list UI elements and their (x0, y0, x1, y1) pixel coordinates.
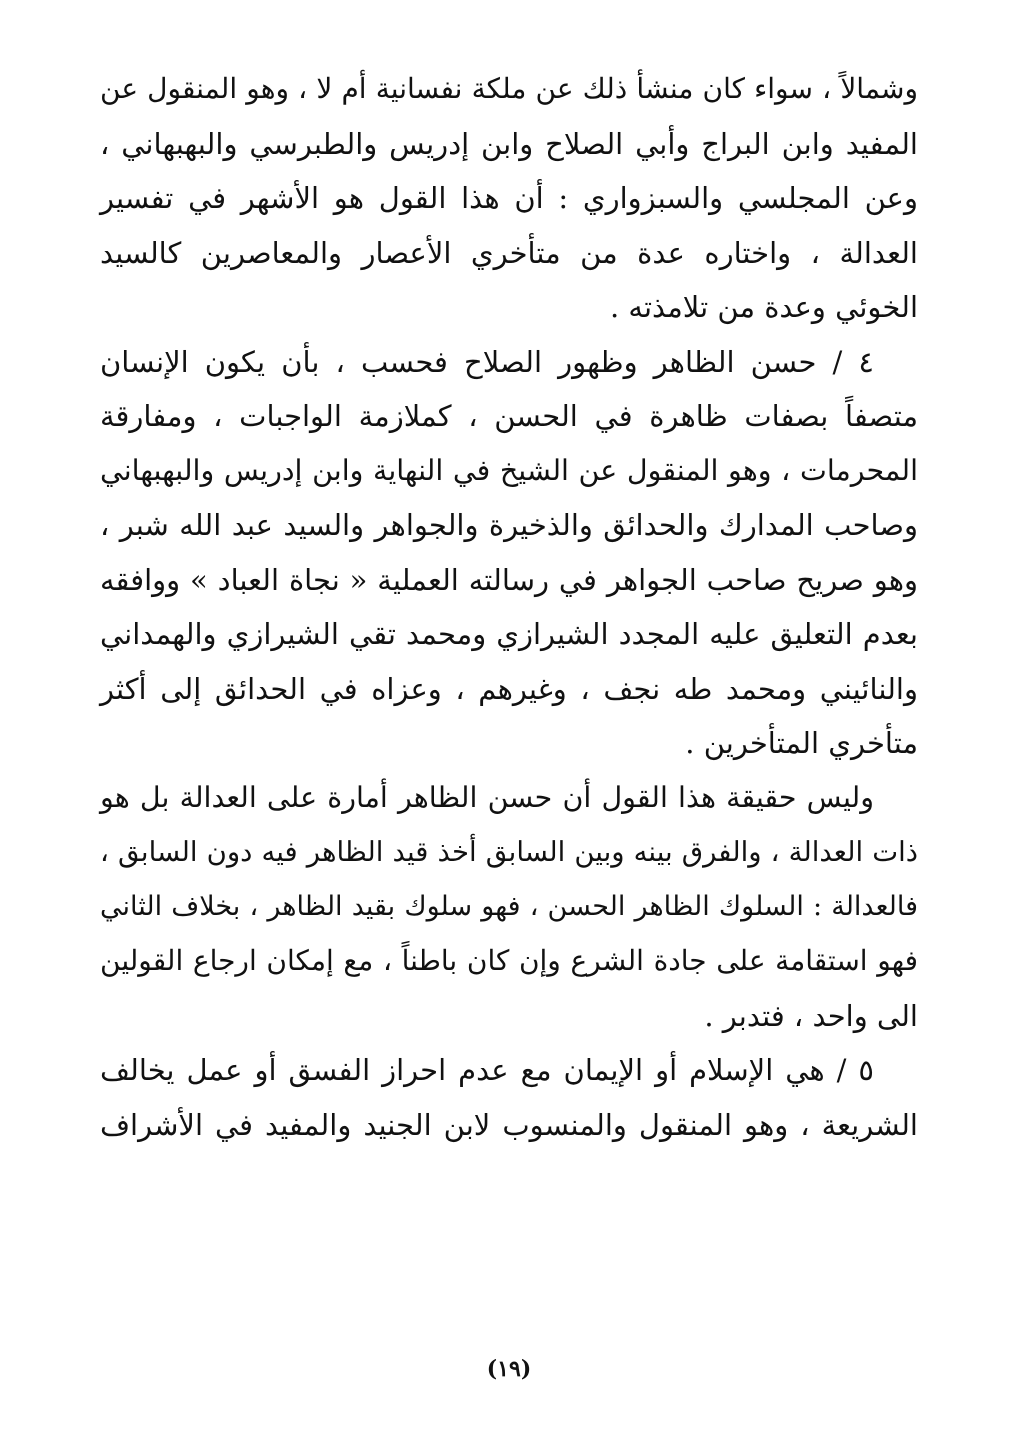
text-line: وعن المجلسي والسبزواري : أن هذا القول هو الأشهر في تفسير (100, 181, 918, 215)
text-line: العدالة ، واختاره عدة من متأخري الأعصار والمعاصرين كالسيد (100, 235, 918, 270)
paragraph-3 (100, 771, 918, 1044)
text-line: بعدم التعليق عليه المجدد الشيرازي ومحمد تقي الشيرازي والهمداني (100, 617, 918, 651)
text-line: وليس حقيقة هذا القول أن حسن الظاهر أمارة على العدالة بل هو (100, 780, 874, 814)
text-line: وهو صريح صاحب الجواهر في رسالته العملية « نجاة العباد » ووافقه (100, 562, 918, 597)
text-line: فالعدالة : السلوك الظاهر الحسن ، فهو سلوك بقيد الظاهر ، بخلاف الثاني (100, 890, 918, 922)
paragraph-2 (100, 335, 918, 771)
text-line: وصاحب المدارك والحدائق والذخيرة والجواهر والسيد عبد الله شبر ، (100, 508, 918, 542)
text-line: متأخري المتأخرين . (685, 726, 918, 760)
text-line: ٥ / هي الإسلام أو الإيمان مع عدم احراز الفسق أو عمل يخالف (100, 1053, 874, 1087)
text-line: الى واحد ، فتدبر . (704, 998, 918, 1033)
text-line: الشريعة ، وهو المنقول والمنسوب لابن الجنيد والمفيد في الأشراف (100, 1107, 918, 1142)
text-line: المفيد وابن البراج وأبي الصلاح وابن إدريس والطبرسي والبهبهاني ، (100, 126, 918, 161)
paragraph-4 (100, 1043, 918, 1152)
text-line: وشمالاً ، سواء كان منشأ ذلك عن ملكة نفسانية أم لا ، وهو المنقول عن (100, 72, 918, 105)
text-line: والنائيني ومحمد طه نجف ، وغيرهم ، وعزاه في الحدائق إلى أكثر (100, 671, 918, 706)
text-line: متصفاً بصفات ظاهرة في الحسن ، كملازمة الواجبات ، ومفارقة (100, 399, 918, 433)
text-line: المحرمات ، وهو المنقول عن الشيخ في النهاية وابن إدريس والبهبهاني (100, 453, 918, 487)
text-line: ٤ / حسن الظاهر وظهور الصلاح فحسب ، بأن يكون الإنسان (100, 344, 874, 379)
text-line: فهو استقامة على جادة الشرع وإن كان باطناً ، مع إمكان ارجاع القولين (100, 944, 918, 977)
paragraph-1 (100, 62, 918, 335)
text-line: ذات العدالة ، والفرق بينه وبين السابق أخذ قيد الظاهر فيه دون السابق ، (100, 836, 918, 868)
page-number: (١٩) (486, 1356, 532, 1382)
text-line: الخوئي وعدة من تلامذته . (609, 290, 918, 324)
page-body (100, 62, 918, 1152)
